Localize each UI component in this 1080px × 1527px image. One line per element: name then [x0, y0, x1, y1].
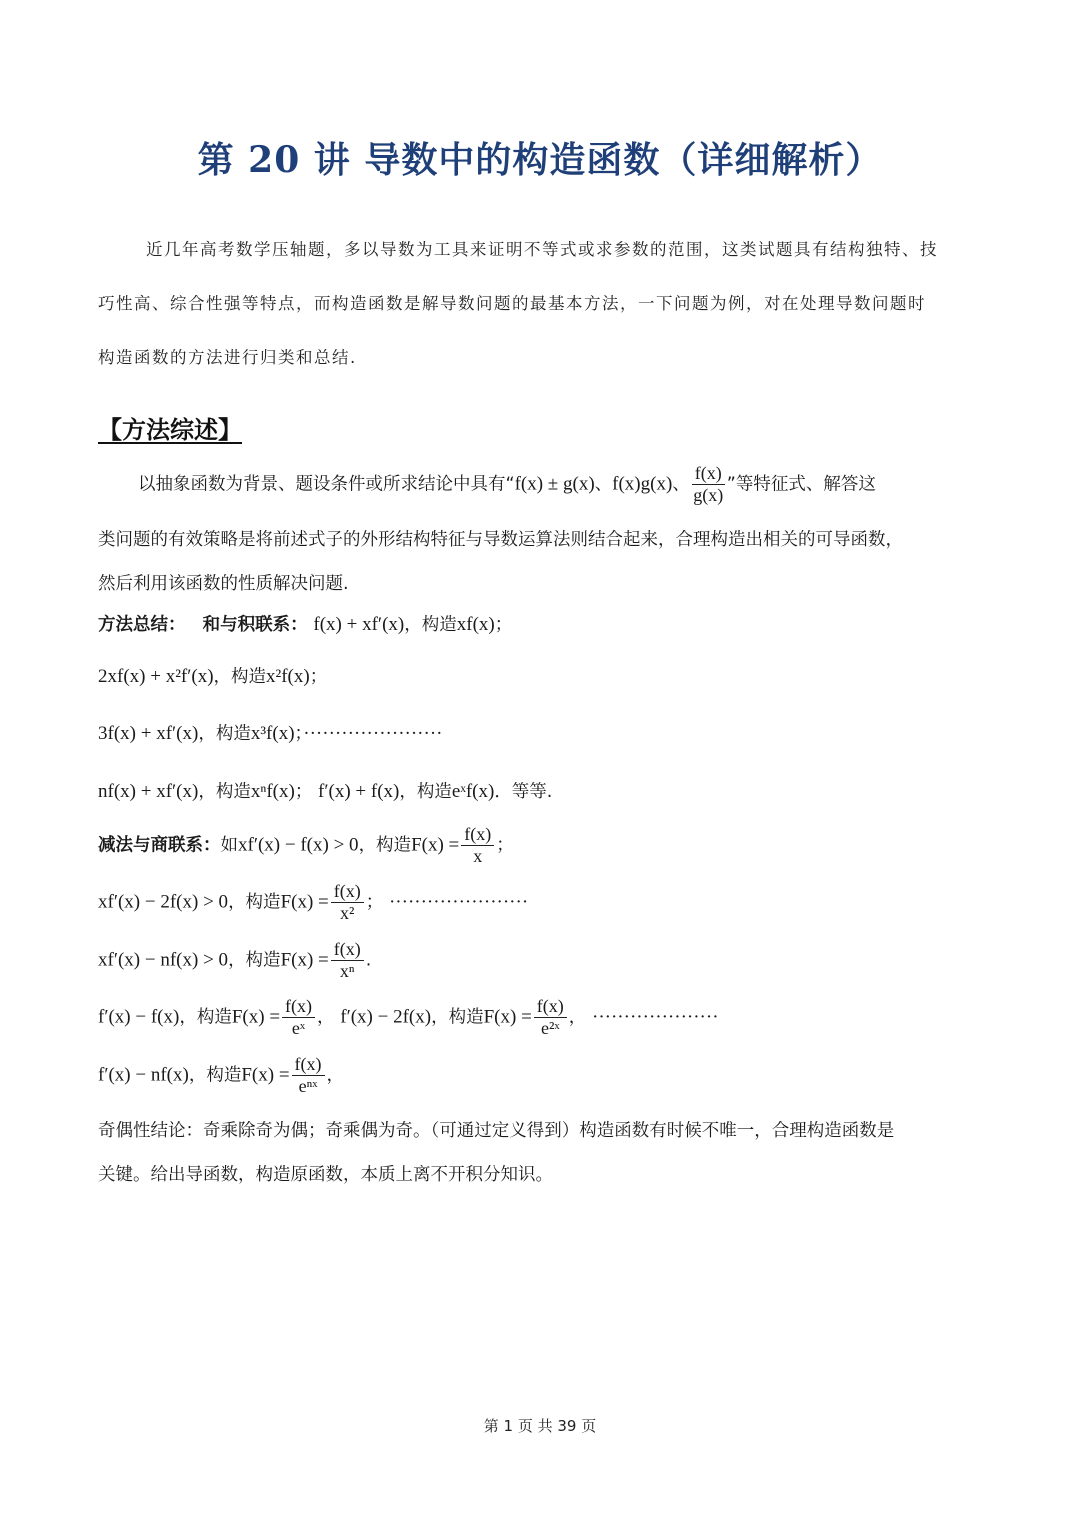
subtract-condition: f′(x) − f(x)	[98, 1006, 180, 1028]
subtract-lhs: F(x) =	[483, 1006, 532, 1028]
subtract-sep: ，	[317, 1007, 335, 1028]
sum-product-label: 和与积联系：	[202, 615, 308, 635]
subtract-condition: f′(x) − nf(x)	[98, 1064, 189, 1086]
summary-construct-text: ，构造	[198, 782, 251, 802]
fraction-denominator: e²ˣ	[540, 1017, 560, 1038]
subtract-construct-text: ，构造	[188, 1065, 242, 1086]
subtract-end: ，	[326, 1065, 345, 1086]
subtract-row-5	[98, 1055, 344, 1096]
subtract-construct-text: ，构造	[431, 1007, 484, 1028]
summary-end: ；	[309, 667, 328, 687]
fraction-denominator: g(x)	[693, 484, 724, 505]
summary-expr: 3f(x) + xf′(x)	[98, 723, 199, 744]
summary-row-1	[98, 611, 512, 636]
subtract-row-1	[98, 825, 514, 866]
overview-expr-sum: f(x) ± g(x)	[514, 473, 595, 495]
summary-construct-text: ，构造	[399, 782, 452, 802]
fraction-numerator: f(x)	[282, 997, 315, 1018]
fraction-denominator: eˣ	[291, 1017, 306, 1038]
fraction-numerator: f(x)	[461, 825, 494, 846]
ellipsis-dots: ······················	[388, 891, 529, 913]
subtract-lhs: F(x) =	[280, 949, 329, 971]
subtract-fraction	[292, 1055, 325, 1096]
subtract-construct-text: ，构造	[228, 950, 281, 971]
overview-sep-1: 、	[594, 474, 613, 495]
overview-line-1	[138, 464, 876, 505]
subtract-fraction	[331, 882, 364, 923]
overview-text-post: ”等特征式、解答这	[726, 474, 876, 495]
summary-end: ；	[494, 615, 513, 635]
ellipsis-dots: ······················	[303, 723, 443, 744]
summary-construct-text: ，构造	[213, 667, 267, 687]
subtract-end: .	[365, 950, 372, 971]
subtract-condition: xf′(x) − 2f(x) > 0	[98, 891, 229, 913]
subtract-condition: xf′(x) − nf(x) > 0	[98, 949, 229, 971]
subtract-pre: 如	[220, 835, 238, 856]
overview-line-3: 然后利用该函数的性质解决问题.	[98, 574, 349, 594]
subtract-row-4	[98, 997, 719, 1038]
subtract-lhs: F(x) =	[231, 1006, 281, 1028]
overview-text-pre: 以抽象函数为背景、题设条件或所求结论中具有“	[138, 474, 515, 495]
subtract-row-3	[98, 940, 371, 981]
fraction-denominator: xⁿ	[339, 960, 355, 981]
subtract-end: ；	[496, 835, 514, 856]
fraction-numerator: f(x)	[292, 1055, 325, 1076]
subtract-construct-text: ，构造	[228, 892, 281, 913]
fraction-numerator: f(x)	[692, 464, 725, 485]
overview-fraction	[692, 464, 725, 505]
summary-row-4	[98, 778, 552, 803]
intro-line-3: 构造函数的方法进行归类和总结.	[98, 348, 357, 367]
summary-end: ；	[294, 724, 304, 744]
subtract-fraction	[282, 997, 315, 1038]
summary-row-2	[98, 663, 327, 688]
fraction-denominator: x	[473, 845, 483, 866]
subtract-construct-text: ，构造	[358, 835, 412, 856]
subtract-lhs: F(x) =	[411, 834, 460, 856]
summary-result: xⁿf(x)	[250, 781, 295, 802]
fraction-denominator: eⁿˣ	[298, 1075, 318, 1096]
summary-construct-text: ，构造	[404, 615, 457, 635]
fraction-numerator: f(x)	[534, 997, 567, 1018]
overview-expr-product: f(x)g(x)	[612, 473, 673, 495]
subtract-condition: xf′(x) − f(x) > 0	[238, 834, 359, 856]
summary-construct-text: ，构造	[198, 724, 251, 744]
summary-label: 方法总结：	[98, 615, 186, 635]
subtract-lhs: F(x) =	[280, 891, 329, 913]
subtract-condition: f′(x) − 2f(x)	[340, 1006, 432, 1028]
summary-row-3	[98, 720, 442, 745]
subtract-end: ；	[365, 892, 384, 913]
subtract-row-2	[98, 882, 528, 923]
summary-sep: ；	[294, 782, 313, 802]
page-title: 第 20 讲 导数中的构造函数（详细解析）	[197, 139, 883, 181]
page-footer: 第 1 页 共 39 页	[483, 1417, 597, 1435]
subtract-fraction	[461, 825, 494, 866]
summary-result: xf(x)	[456, 614, 495, 635]
intro-line-2: 巧性高、综合性强等特点，而构造函数是解导数问题的最基本方法，一下问题为例，对在处理导数问题时	[98, 294, 926, 313]
subtract-fraction	[534, 997, 567, 1038]
subtract-fraction	[331, 940, 364, 981]
summary-result: x²f(x)	[266, 666, 310, 687]
intro-line-1: 近几年高考数学压轴题，多以导数为工具来证明不等式或求参数的范围，这类试题具有结构独特、技	[146, 240, 938, 259]
summary-expr: nf(x) + xf′(x)	[98, 781, 199, 802]
ellipsis-dots: ····················	[592, 1006, 719, 1028]
conclusion-line-2: 关键。给出导函数，构造原函数，本质上离不开积分知识。	[98, 1165, 553, 1185]
summary-result: eˣf(x)	[451, 781, 495, 802]
subtract-lhs: F(x) =	[241, 1064, 290, 1086]
subtract-construct-text: ，构造	[179, 1007, 232, 1028]
summary-expr: 2xf(x) + x²f′(x)	[98, 666, 214, 687]
fraction-numerator: f(x)	[331, 940, 364, 961]
section-heading: 【方法综述】	[98, 416, 242, 444]
overview-sep-2: 、	[672, 474, 690, 495]
fraction-denominator: x²	[340, 902, 355, 923]
summary-end: ．等等.	[494, 782, 553, 802]
overview-line-2: 类问题的有效策略是将前述式子的外形结构特征与导数运算法则结合起来，合理构造出相关的可导函数，	[98, 530, 903, 550]
conclusion-line-1: 奇偶性结论：奇乘除奇为偶；奇乘偶为奇。（可通过定义得到）构造函数有时候不唯一，合理构造函数是	[98, 1121, 895, 1141]
summary-expr: f′(x) + f(x)	[318, 781, 400, 802]
summary-result: x³f(x)	[250, 723, 295, 744]
summary-expr: f(x) + xf′(x)	[313, 614, 405, 635]
fraction-numerator: f(x)	[331, 882, 364, 903]
subtract-quotient-label: 减法与商联系：	[98, 835, 221, 856]
subtract-end: ，	[568, 1007, 587, 1028]
